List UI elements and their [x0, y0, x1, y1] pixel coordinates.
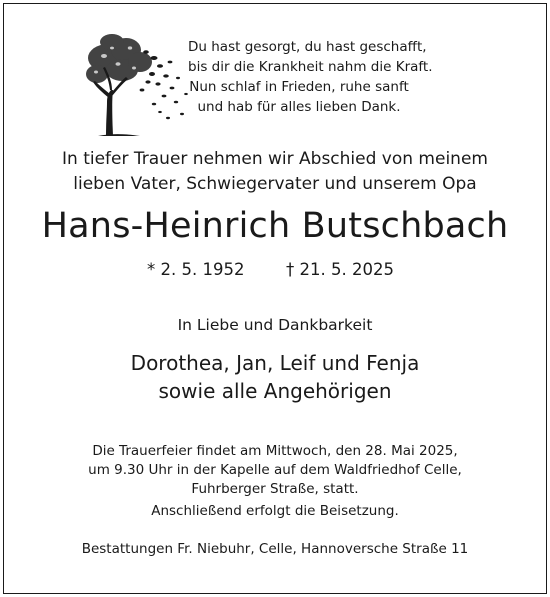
intro-line: In tiefer Trauer nehmen wir Abschied von meinem [62, 149, 488, 169]
poem-line: und hab für alles lieben Dank. [197, 99, 401, 115]
family-names [0, 349, 550, 405]
deceased-name: Hans-Heinrich Butschbach [41, 206, 509, 246]
mourning-statement [0, 147, 550, 197]
service-line: um 9.30 Uhr in der Kapelle auf dem Waldfriedhof Celle, [88, 462, 462, 478]
service-line: Fuhrberger Straße, statt. [191, 481, 359, 497]
death-date: † 21. 5. 2025 [286, 260, 394, 279]
memorial-poem [188, 37, 433, 117]
poem-line: Nun schlaf in Frieden, ruhe sanft [189, 79, 409, 95]
birth-date: * 2. 5. 1952 [147, 260, 245, 279]
intro-line: lieben Vater, Schwiegervater und unserem Opa [73, 174, 477, 194]
gratitude-line: In Liebe und Dankbarkeit [177, 316, 373, 334]
undertaker-info: Bestattungen Fr. Niebuhr, Celle, Hannoversche Straße 11 [81, 541, 469, 557]
service-line: Die Trauerfeier findet am Mittwoch, den 28. Mai 2025, [92, 443, 458, 459]
burial-note: Anschließend erfolgt die Beisetzung. [151, 503, 399, 519]
family-line: sowie alle Angehörigen [158, 379, 392, 403]
poem-line: bis dir die Krankheit nahm die Kraft. [188, 59, 433, 75]
poem-line: Du hast gesorgt, du hast geschafft, [188, 39, 427, 55]
windblown-tree-icon [82, 18, 192, 140]
funeral-service-info [0, 442, 550, 521]
family-line: Dorothea, Jan, Leif und Fenja [130, 351, 420, 375]
